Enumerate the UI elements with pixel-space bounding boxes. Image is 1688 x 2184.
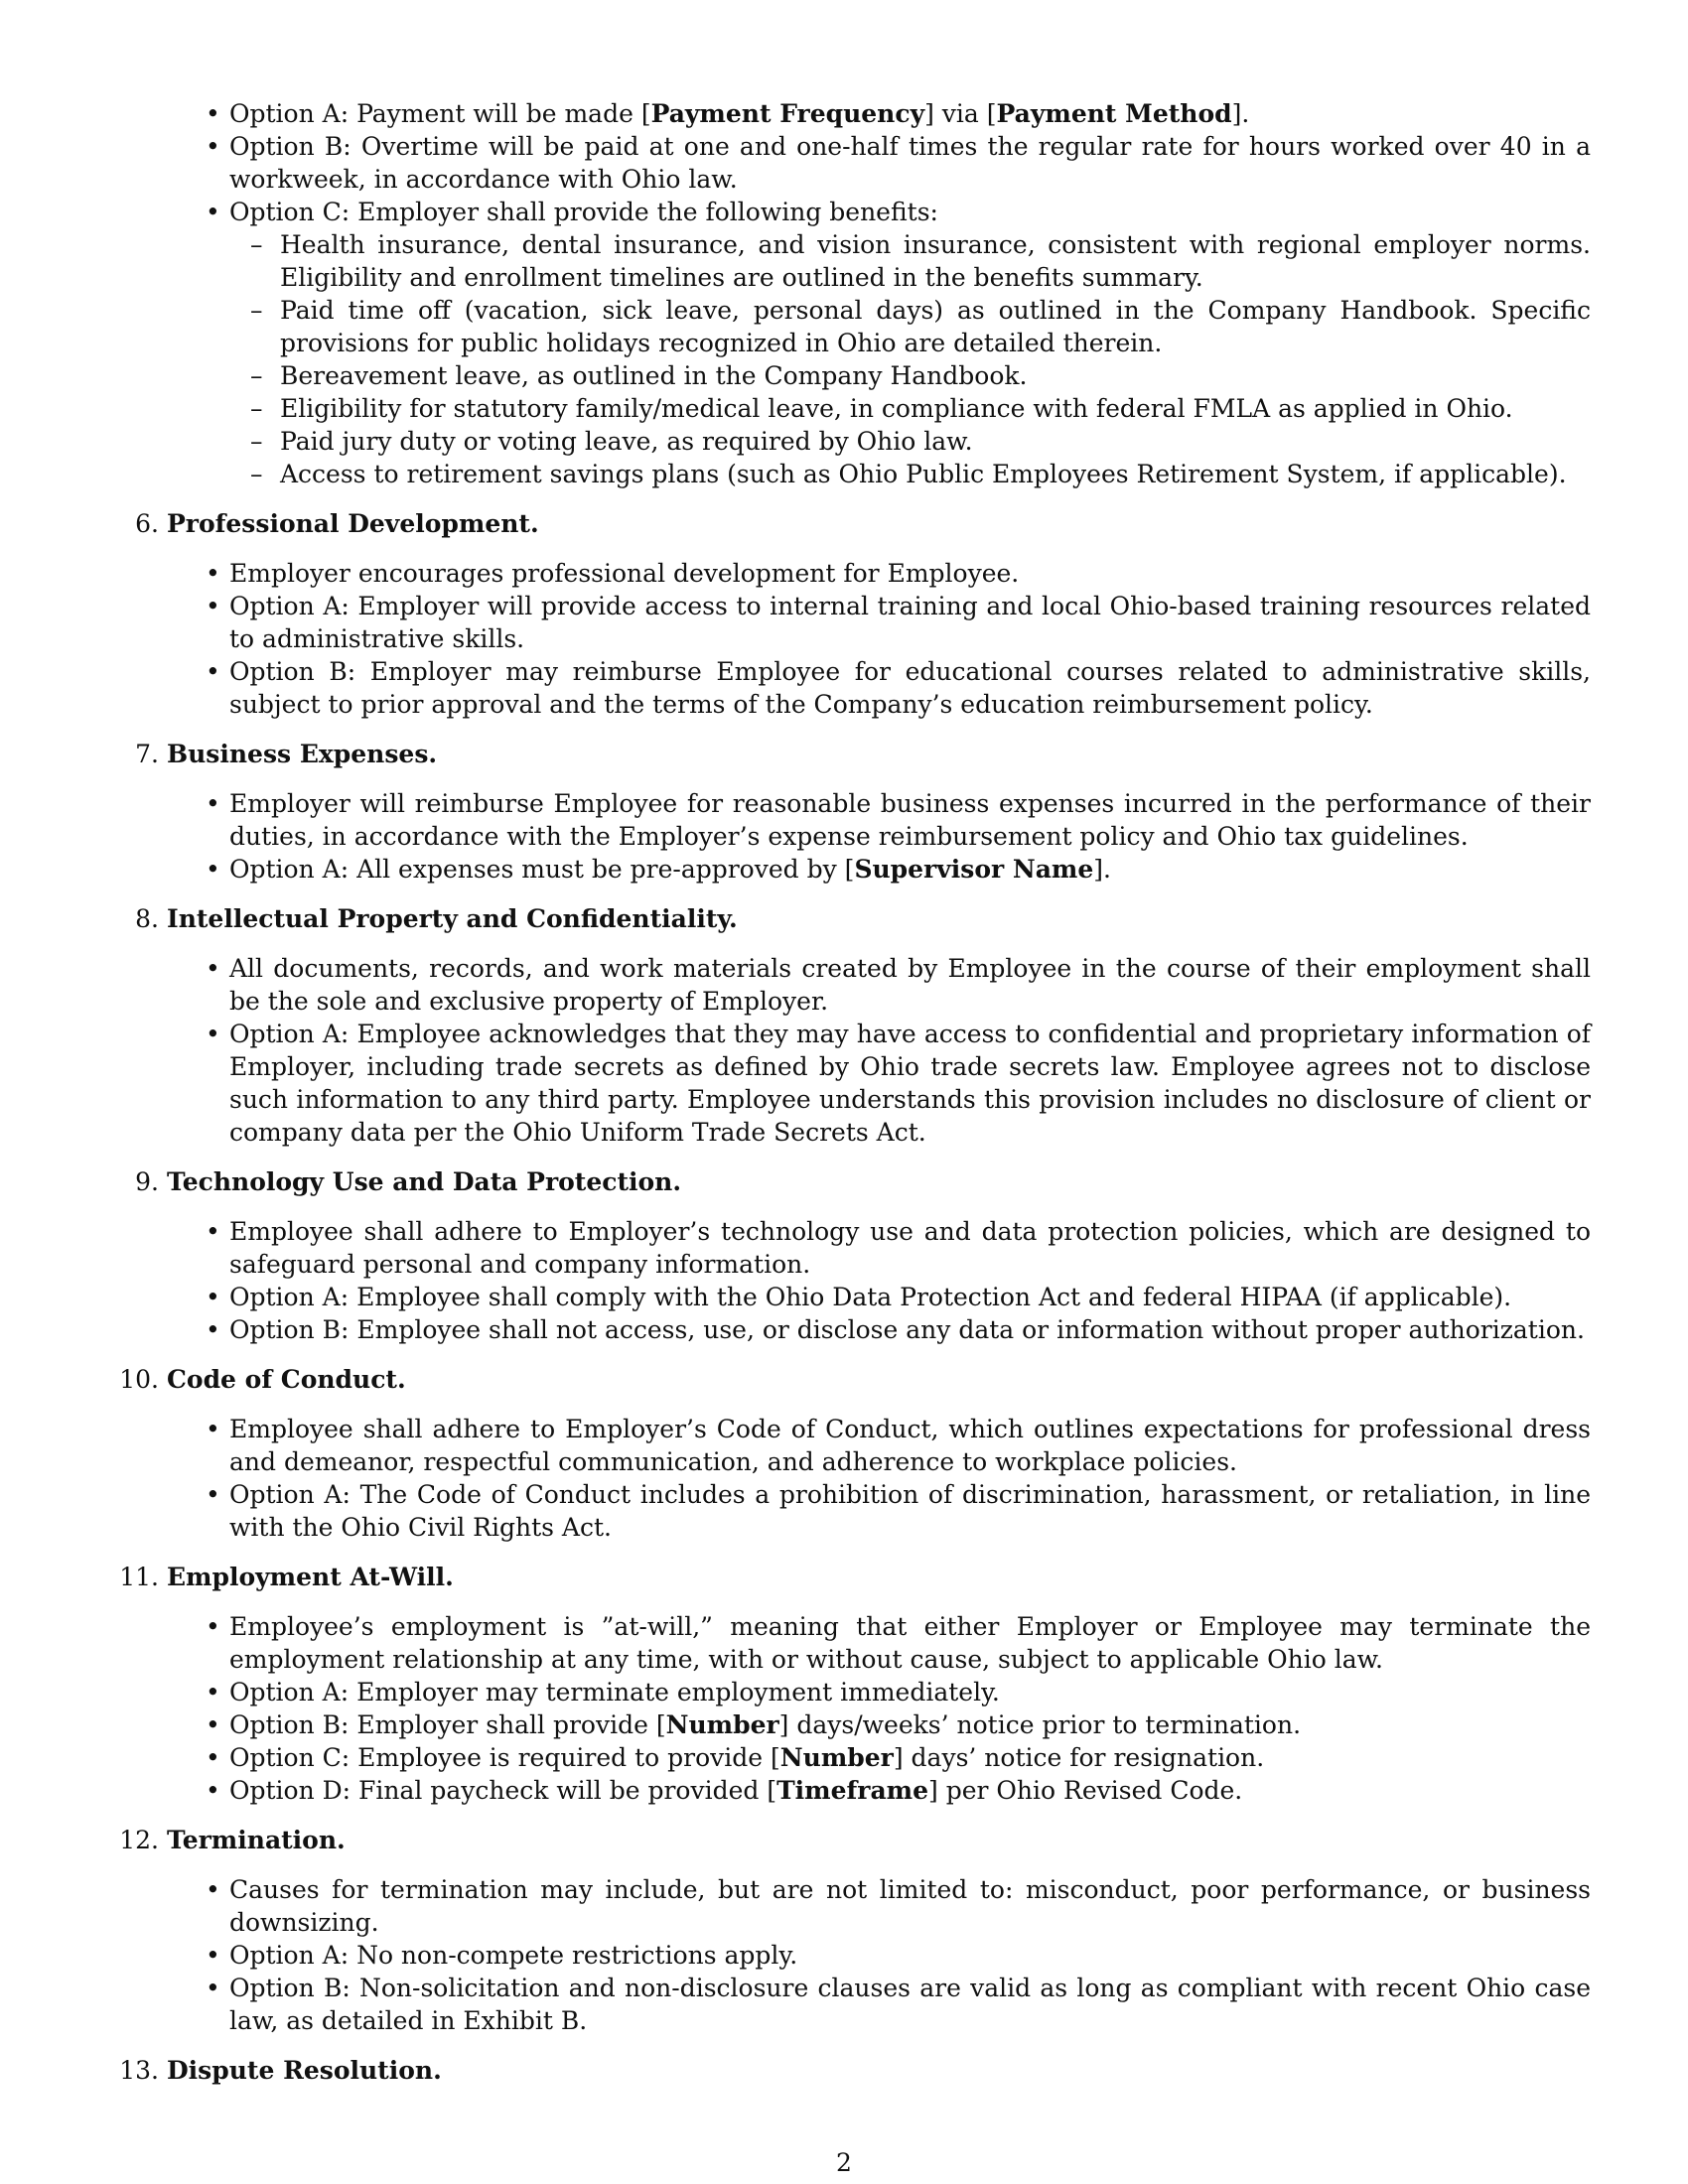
- section-title: Dispute Resolution.: [167, 2056, 442, 2085]
- list-item: [162, 1708, 1591, 1741]
- section-list: [162, 952, 1591, 1149]
- item-text: Option B: Employer shall provide [: [229, 1710, 666, 1739]
- list-item: [162, 853, 1591, 886]
- section-number: 6.: [135, 509, 159, 538]
- list-item: • Option B: Overtime will be paid at one and one-half times the regular rate for hours worked over 40 in a workweek, in accordance with Ohio law.: [162, 130, 1591, 196]
- page-content: [119, 97, 1591, 2104]
- section-number: 7.: [135, 740, 159, 768]
- section-professional-development: [135, 507, 1591, 721]
- list-item: [162, 1774, 1591, 1807]
- section-list: [162, 1413, 1591, 1544]
- section-heading: [135, 507, 1591, 540]
- item-text: ] per Ohio Revised Code.: [928, 1776, 1243, 1805]
- placeholder-timeframe: Timeframe: [776, 1776, 929, 1805]
- list-item: • Causes for termination may include, but are not limited to: misconduct, poor performance, or business downsizing.: [162, 1873, 1591, 1939]
- list-item: • Option A: Employer may terminate employment immediately.: [162, 1676, 1591, 1708]
- section-business-expenses: [135, 738, 1591, 886]
- section-title: Code of Conduct.: [167, 1365, 406, 1394]
- section-list: [162, 557, 1591, 721]
- item-text: ].: [1231, 99, 1250, 128]
- section-intellectual-property: [135, 902, 1591, 1149]
- placeholder-payment-method: Payment Method: [996, 99, 1232, 128]
- section-title: Technology Use and Data Protection.: [167, 1167, 682, 1196]
- section-code-of-conduct: [119, 1363, 1591, 1544]
- section-heading: [135, 902, 1591, 935]
- list-item: • Option A: No non-compete restrictions apply.: [162, 1939, 1591, 1972]
- compensation-list: [162, 97, 1591, 490]
- list-item: • Option A: The Code of Conduct includes a prohibition of discrimination, harassment, or retaliation, in line with the Ohio Civil Rights Act.: [162, 1478, 1591, 1544]
- placeholder-number: Number: [665, 1710, 779, 1739]
- benefits-list: [229, 228, 1591, 490]
- section-termination: [119, 1824, 1591, 2037]
- sub-list-item: – Paid time off (vacation, sick leave, personal days) as outlined in the Company Handbook. Specific provisions for public holidays recognized in Ohio are detailed therein.: [162, 294, 1591, 359]
- section-list: [162, 1873, 1591, 2037]
- section-heading: [119, 1363, 1591, 1396]
- list-item: • Employer will reimburse Employee for reasonable business expenses incurred in the performance of their duties, in accordance with the Employer’s expense reimbursement policy and Ohio tax guidelines.: [162, 787, 1591, 853]
- section-number: 11.: [119, 1563, 159, 1591]
- list-item: • Employee shall adhere to Employer’s Code of Conduct, which outlines expectations for professional dress and demeanor, respectful communication, and adherence to workplace policies.: [162, 1413, 1591, 1478]
- section-technology-use: [135, 1165, 1591, 1346]
- section-title: Employment At-Will.: [167, 1563, 454, 1591]
- list-item: • Employer encourages professional development for Employee.: [162, 557, 1591, 590]
- section-title: Intellectual Property and Confidentiality.: [167, 904, 738, 933]
- item-text: ] days/weeks’ notice prior to termination.: [778, 1710, 1302, 1739]
- placeholder-number: Number: [779, 1743, 894, 1772]
- section-list: [162, 1215, 1591, 1346]
- list-item: [162, 1741, 1591, 1774]
- placeholder-supervisor-name: Supervisor Name: [854, 855, 1094, 884]
- list-item: • Option B: Non-solicitation and non-disclosure clauses are valid as long as compliant with recent Ohio case law, as detailed in Exhibit B.: [162, 1972, 1591, 2037]
- list-item: • Option A: Employer will provide access to internal training and local Ohio-based training resources related to administrative skills.: [162, 590, 1591, 655]
- list-item: • Option A: Employee shall comply with the Ohio Data Protection Act and federal HIPAA (if applicable).: [162, 1281, 1591, 1313]
- item-text: Option C: Employee is required to provide [: [229, 1743, 780, 1772]
- section-number: 9.: [135, 1167, 159, 1196]
- item-text: Option C: Employer shall provide the following benefits:: [229, 198, 938, 226]
- sub-list-item: – Eligibility for statutory family/medical leave, in compliance with federal FMLA as applied in Ohio.: [162, 392, 1591, 425]
- section-heading: [135, 1165, 1591, 1198]
- section-heading: [119, 1824, 1591, 1856]
- item-text: Option D: Final paycheck will be provided [: [229, 1776, 777, 1805]
- section-list: [162, 787, 1591, 886]
- item-text: ] days’ notice for resignation.: [893, 1743, 1265, 1772]
- section-list: [162, 1610, 1591, 1807]
- placeholder-payment-frequency: Payment Frequency: [650, 99, 925, 128]
- item-text: Option A: All expenses must be pre-approved by [: [229, 855, 855, 884]
- section-title: Business Expenses.: [167, 740, 438, 768]
- sub-list-item: – Health insurance, dental insurance, and vision insurance, consistent with regional employer norms. Eligibility and enrollment timelines are outlined in the benefits summary.: [162, 228, 1591, 294]
- list-item: • Employee’s employment is ”at-will,” meaning that either Employer or Employee may terminate the employment relationship at any time, with or without cause, subject to applicable Ohio law.: [162, 1610, 1591, 1676]
- section-employment-at-will: [119, 1561, 1591, 1807]
- list-item: • Option B: Employer may reimburse Employee for educational courses related to administrative skills, subject to prior approval and the terms of the Company’s education reimbursement policy.: [162, 655, 1591, 721]
- item-text: Option A: Payment will be made [: [229, 99, 651, 128]
- sub-list-item: – Bereavement leave, as outlined in the Company Handbook.: [162, 359, 1591, 392]
- item-text: ] via [: [924, 99, 997, 128]
- item-text: ].: [1093, 855, 1111, 884]
- section-title: Professional Development.: [167, 509, 539, 538]
- page-number: 2: [836, 2148, 852, 2177]
- section-title: Termination.: [167, 1826, 346, 1854]
- sub-list-item: – Access to retirement savings plans (such as Ohio Public Employees Retirement System, if applicable).: [162, 458, 1591, 490]
- section-number: 13.: [119, 2056, 159, 2085]
- list-item: • Option B: Employee shall not access, use, or disclose any data or information without proper authorization.: [162, 1313, 1591, 1346]
- section-number: 12.: [119, 1826, 159, 1854]
- section-dispute-resolution: [119, 2054, 1591, 2087]
- list-item: [162, 97, 1591, 130]
- list-item: [162, 196, 1591, 490]
- section-heading: [119, 1561, 1591, 1593]
- section-heading: [135, 738, 1591, 770]
- section-number: 10.: [119, 1365, 159, 1394]
- list-item: • All documents, records, and work materials created by Employee in the course of their employment shall be the sole and exclusive property of Employer.: [162, 952, 1591, 1018]
- section-heading: [119, 2054, 1591, 2087]
- section-number: 8.: [135, 904, 159, 933]
- list-item: • Employee shall adhere to Employer’s technology use and data protection policies, which are designed to safeguard personal and company information.: [162, 1215, 1591, 1281]
- sub-list-item: – Paid jury duty or voting leave, as required by Ohio law.: [162, 425, 1591, 458]
- list-item: • Option A: Employee acknowledges that they may have access to confidential and proprietary information of Employer, including trade secrets as defined by Ohio trade secrets law. Employee agrees not to disclose such information to any third party. Employee understands this provision includes no disclosure of client or company data per the Ohio Uniform Trade Secrets Act.: [162, 1018, 1591, 1149]
